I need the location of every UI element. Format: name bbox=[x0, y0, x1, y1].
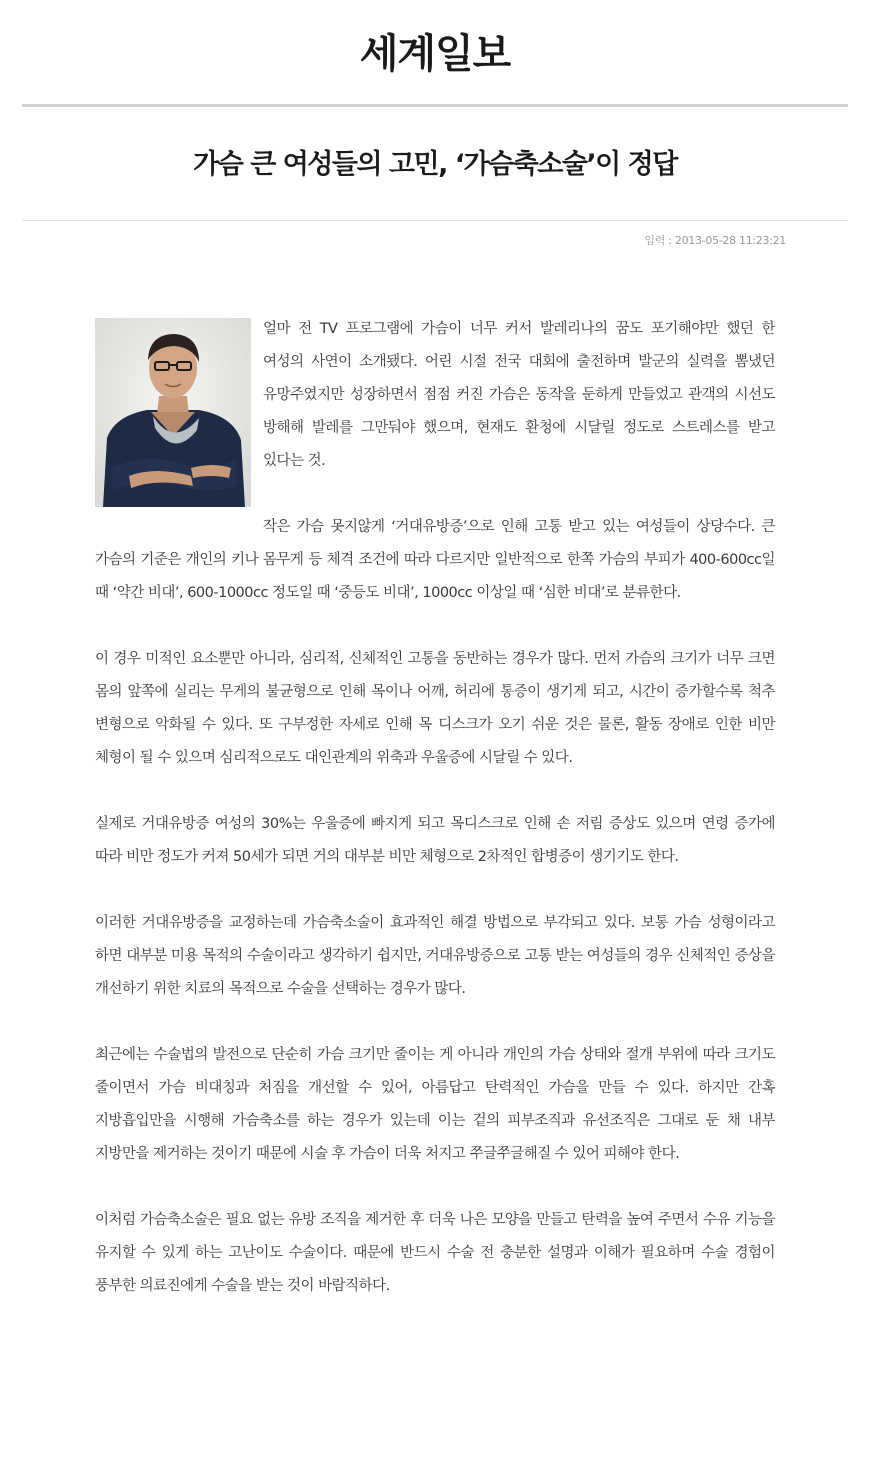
doctor-photo bbox=[95, 318, 251, 507]
article-paragraph: 이처럼 가슴축소술은 필요 없는 유방 조직을 제거한 후 더욱 나은 모양을 만들고 탄력을 높여 주면서 수유 기능을 유지할 수 있게 하는 고난이도 수술이다. 때문에 반드시 수술 전 충분한 설명과 이해가 필요하며 수술 경험이 풍부한 의료진에게 수술을 받는 것이 바람직하다. bbox=[95, 1212, 775, 1294]
article-paragraph: 최근에는 수술법의 발전으로 단순히 가슴 크기만 줄이는 게 아니라 개인의 가슴 상태와 절개 부위에 따라 크기도 줄이면서 가슴 비대칭과 처짐을 개선할 수 있어, 아름답고 탄력적인 가슴을 만들 수 있다. 하지만 간혹 지방흡입만을 시행해 가슴축소를 하는 경우가 있는데 이는 겉의 피부조직과 유선조직은 그대로 둔 채 내부 지방만을 제거하는 것이기 때문에 시술 후 가슴이 더욱 처지고 쭈글쭈글해질 수 있어 피해야 한다. bbox=[95, 1047, 775, 1162]
article-paragraph: 실제로 거대유방증 여성의 30%는 우울증에 빠지게 되고 목디스크로 인해 손 저림 증상도 있으며 연령 증가에 따라 비만 정도가 커져 50세가 되면 거의 대부분 비만 체형으로 2차적인 합병증이 생기기도 한다. bbox=[95, 816, 775, 865]
header-divider bbox=[22, 104, 848, 107]
article-paragraph bbox=[95, 313, 775, 478]
site-logo[interactable]: 세계일보 bbox=[359, 30, 511, 77]
title-divider bbox=[22, 220, 848, 221]
article-title: 가슴 큰 여성들의 고민, ‘가슴축소술’이 정답 bbox=[193, 149, 677, 180]
article-body bbox=[95, 313, 775, 1336]
paragraph-text: 얼마 전 TV 프로그램에 가슴이 너무 커서 발레리나의 꿈도 포기해야만 했던 한 여성의 사연이 소개됐다. 어린 시절 전국 대회에 출전하며 발군의 실력을 뽐냈던 유망주였지만 성장하면서 점점 커진 가슴은 동작을 둔하게 만들었고 관객의 시선도 방해해 발레를 그만둬야 했으며, 현재도 환청에 시달릴 정도로 스트레스를 받고 있다는 것. bbox=[263, 321, 775, 469]
article-paragraph: 작은 가슴 못지않게 ‘거대유방증’으로 인해 고통 받고 있는 여성들이 상당수다. 큰 가슴의 기준은 개인의 키나 몸무게 등 체격 조건에 따라 다르지만 일반적으로 한쪽 가슴의 부피가 400-600cc일 때 ‘약간 비대’, 600-1000cc 정도일 때 ‘중등도 비대’, 1000cc 이상일 때 ‘심한 비대’로 분류한다. bbox=[95, 519, 775, 601]
article-dateline: 입력 : 2013-05-28 11:23:21 bbox=[644, 234, 786, 247]
article-paragraph: 이 경우 미적인 요소뿐만 아니라, 심리적, 신체적인 고통을 동반하는 경우가 많다. 먼저 가슴의 크기가 너무 크면 몸의 앞쪽에 실리는 무게의 불균형으로 인해 목이나 어깨, 허리에 통증이 생기게 되고, 시간이 증가할수록 척추 변형으로 악화될 수 있다. 또 구부정한 자세로 인해 목 디스크가 오기 쉬운 것은 물론, 활동 장애로 인한 비만 체형이 될 수 있으며 심리적으로도 대인관계의 위축과 우울증에 시달릴 수 있다. bbox=[95, 651, 775, 766]
article-paragraph: 이러한 거대유방증을 교정하는데 가슴축소술이 효과적인 해결 방법으로 부각되고 있다. 보통 가슴 성형이라고 하면 대부분 미용 목적의 수술이라고 생각하기 쉽지만, 거대유방증으로 고통 받는 여성들의 경우 신체적인 증상을 개선하기 위한 치료의 목적으로 수술을 선택하는 경우가 많다. bbox=[95, 915, 775, 997]
